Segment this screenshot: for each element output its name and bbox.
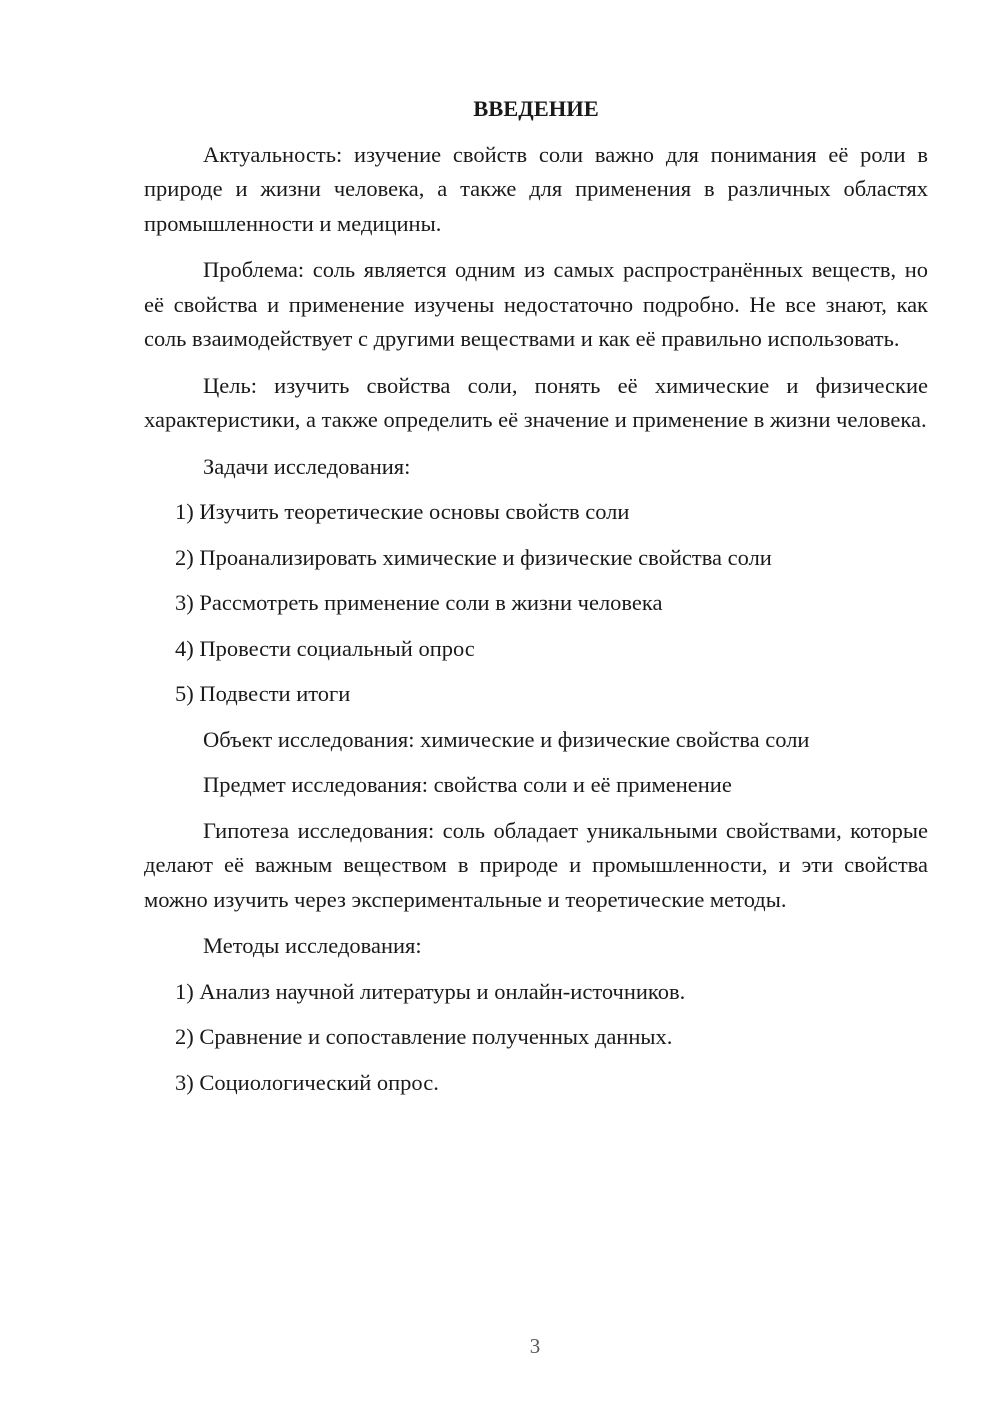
subject-line: Предмет исследования: свойства соли и её применение [203,772,732,797]
list-item: 2) Проанализировать химические и физические свойства соли [175,544,772,570]
list-item: 1) Изучить теоретические основы свойств соли [175,499,630,524]
object-line: Объект исследования: химические и физические свойства соли [203,726,810,752]
list-item: 1) Анализ научной литературы и онлайн-источников. [175,978,686,1004]
hypothesis-paragraph: Гипотеза исследования: соль обладает уникальными свойствами, которые делают её важным веществом в природе и промышленности, и эти свойства можно изучить через экспериментальные и теоретические методы. [144,817,928,912]
methods-heading: Методы исследования: [203,933,422,958]
tasks-list [144,495,928,712]
list-item: 4) Провести социальный опрос [175,635,475,661]
list-item: 3) Рассмотреть применение соли в жизни человека [175,590,663,615]
relevance-paragraph: Актуальность: изучение свойств соли важно для понимания её роли в природе и жизни человека, а также для применения в различных областях промышленности и медицины. [144,141,928,236]
methods-list [144,975,928,1101]
goal-paragraph: Цель: изучить свойства соли, понять её химические и физические характеристики, а также определить её значение и применение в жизни человека. [144,372,928,432]
list-item: 5) Подвести итоги [175,681,351,706]
document-page [144,92,928,1111]
list-item: 3) Социологический опрос. [175,1069,439,1095]
tasks-heading: Задачи исследования: [203,453,411,479]
section-title: ВВЕДЕНИЕ [473,96,599,121]
problem-paragraph: Проблема: соль является одним из самых распространённых веществ, но её свойства и применение изучены недостаточно подробно. Не все знают, как соль взаимодействует с другими веществами и как её правильно использовать. [144,257,928,351]
page-number: 3 [529,1334,541,1358]
list-item: 2) Сравнение и сопоставление полученных данных. [175,1024,673,1049]
